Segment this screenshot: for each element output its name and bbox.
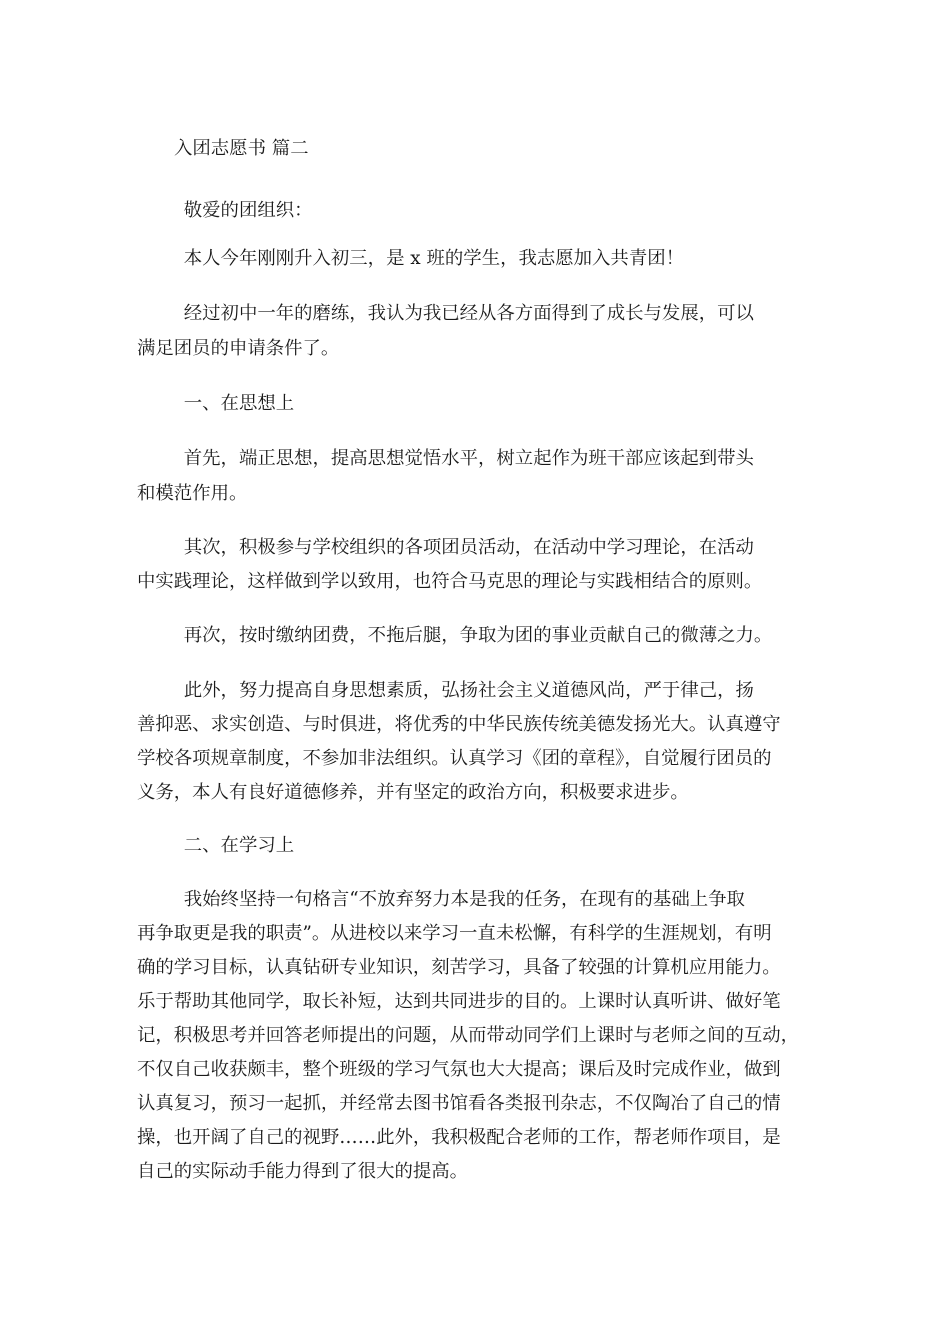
paragraph-line: 善抑恶、求实创造、与时俱进，将优秀的中华民族传统美德发扬光大。认真遵守 [137, 714, 781, 735]
paragraph-line: 义务，本人有良好道德修养，并有坚定的政治方向，积极要求进步。 [137, 782, 689, 803]
paragraph-line: 自己的实际动手能力得到了很大的提高。 [137, 1161, 469, 1182]
section-heading: 二、在学习上 [137, 835, 295, 856]
paragraph-line: 满足团员的申请条件了。 [137, 338, 340, 359]
section-heading: 一、在思想上 [137, 393, 295, 414]
paragraph-line: 首先，端正思想，提高思想觉悟水平，树立起作为班干部应该起到带头 [137, 448, 754, 469]
paragraph-line: 其次，积极参与学校组织的各项团员活动，在活动中学习理论，在活动 [137, 537, 754, 558]
document-title: 入团志愿书 篇二 [174, 138, 309, 159]
paragraph-line: 此外，努力提高自身思想素质，弘扬社会主义道德风尚，严于律己，扬 [137, 680, 754, 701]
paragraph-line: 记，积极思考并回答老师提出的问题，从而带动同学们上课时与老师之间的互动， [137, 1025, 800, 1046]
paragraph-line: 和模范作用。 [137, 483, 248, 504]
paragraph-line: 我始终坚持一句格言“不放弃努力本是我的任务，在现有的基础上争取 [137, 889, 745, 910]
paragraph-line: 乐于帮助其他同学，取长补短，达到共同进步的目的。上课时认真听讲、做好笔 [137, 991, 781, 1012]
paragraph-line: 认真复习，预习一起抓，并经常去图书馆看各类报刊杂志，不仅陶冶了自己的情 [137, 1093, 781, 1114]
paragraph-line: 不仅自己收获颇丰，整个班级的学习气氛也大大提高；课后及时完成作业，做到 [137, 1059, 781, 1080]
paragraph-line: 再次，按时缴纳团费，不拖后腿，争取为团的事业贡献自己的微薄之力。 [137, 625, 773, 646]
paragraph-line: 经过初中一年的磨练，我认为我已经从各方面得到了成长与发展，可以 [137, 303, 754, 324]
salutation: 敬爱的团组织： [137, 200, 313, 221]
paragraph-line: 学校各项规章制度，不参加非法组织。认真学习《团的章程》，自觉履行团员的 [137, 748, 772, 769]
paragraph-line: 中实践理论，这样做到学以致用，也符合马克思的理论与实践相结合的原则。 [137, 571, 763, 592]
paragraph-line: 再争取更是我的职责”。从进校以来学习一直未松懈，有科学的生涯规划，有明 [137, 923, 772, 944]
paragraph-line: 操，也开阔了自己的视野……此外，我积极配合老师的工作，帮老师作项目，是 [137, 1127, 781, 1148]
paragraph-line: 本人今年刚刚升入初三，是 x 班的学生，我志愿加入共青团！ [137, 248, 684, 269]
paragraph-line: 确的学习目标，认真钻研专业知识，刻苦学习，具备了较强的计算机应用能力。 [137, 957, 781, 978]
